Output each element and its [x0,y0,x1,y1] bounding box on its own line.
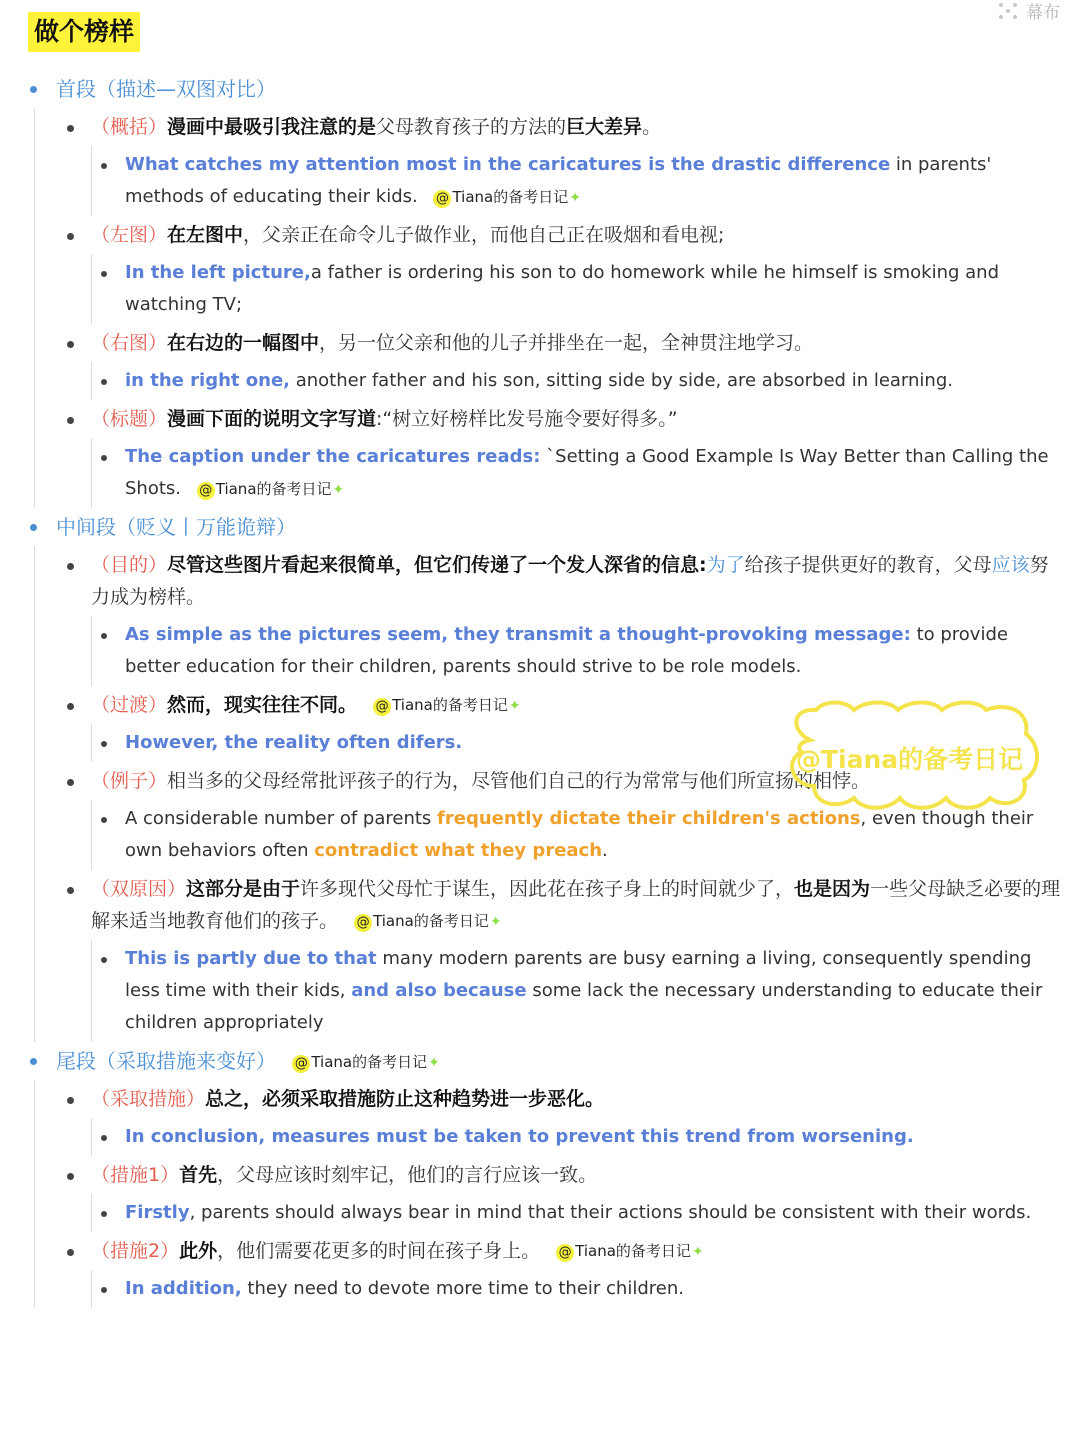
item-label: （采取措施） [91,1088,206,1110]
english-text: to provide better education for their children, parents should strive to be role models. [125,624,1008,677]
english-text: `Setting a Good Example Is Way Better than Calling the Shots. [125,446,1049,499]
outline-subitem[interactable] [91,146,1064,216]
item-label: （标题） [91,408,168,430]
item-text: 相当多的父母经常批评孩子的行为，尽管他们自己的行为常常与他们所宣扬的相悖。 [167,770,871,792]
item-text-bold: 漫画中最吸引我注意的是 [167,116,377,138]
bullet-icon [101,455,107,461]
item-text: 给孩子提供更好的教育，父母 [744,554,992,576]
bullet-icon [67,1097,74,1104]
bullet-icon [67,233,74,240]
item-text: ，他们需要花更多的时间在孩子身上。 [217,1240,541,1262]
bullet-icon [30,86,37,93]
english-text: , parents should always bear in mind that their actions should be consistent with their words. [189,1202,1032,1223]
outline-item[interactable] [35,870,1064,940]
english-text: a father is ordering his son to do homework while he himself is smoking and watching TV; [125,262,1000,315]
item-text-bold: 漫画下面的说明文字写道 [167,408,377,430]
outline-item[interactable] [35,400,1064,438]
english-text: in parents' methods of educating their kids. [125,154,992,207]
english-orange: contradict what they preach [314,840,603,861]
item-text-bold: 也是因为 [794,878,871,900]
item-text-bold: 巨大差异 [566,116,643,138]
bullet-icon [101,379,107,385]
item-text: :“树立好榜样比发号施令要好得多。” [376,408,678,430]
bullet-icon [101,1211,107,1217]
item-text-bold: 首先 [179,1164,218,1186]
sparkle-icon: ✦ [569,189,581,206]
bullet-icon [67,703,74,710]
item-text: 许多现代父母忙于谋生，因此花在孩子身上的时间就少了， [300,878,795,900]
english-highlight: The caption under the caricatures reads: [125,446,541,467]
item-label: （措施2） [91,1240,180,1262]
item-text: ，父母应该时刻牢记，他们的言行应该一致。 [217,1164,598,1186]
english-text: another father and his son, sitting side by side, are absorbed in learning. [290,370,953,391]
bullet-icon [101,163,107,169]
outline-item[interactable] [35,324,1064,362]
outline-subitem[interactable] [91,1270,1064,1308]
bullet-icon [67,341,74,348]
bullet-icon [101,1287,107,1293]
outline-subitem[interactable] [91,362,1064,400]
english-orange: frequently dictate their children's actions [437,808,861,829]
item-text-blue: 应该 [991,554,1030,576]
english-highlight: Firstly [125,1202,190,1223]
item-label: （右图） [91,332,168,354]
large-watermark: @Tiana的备考日记 [796,745,1024,774]
brand-logo [998,0,1060,23]
section-heading[interactable]: 尾段（采取措施来变好） @ Tiana的备考日记✦ [24,1042,1064,1080]
bullet-icon [67,887,74,894]
english-highlight: in the right one, [125,370,290,391]
outline-item[interactable] [35,546,1064,616]
outline-item[interactable] [35,1232,1064,1270]
bullet-icon [67,1249,74,1256]
item-text-bold: 总之，必须采取措施防止这种趋势进一步恶化。 [205,1088,605,1110]
item-text: 父母教育孩子的方法的 [376,116,567,138]
bullet-icon [67,563,74,570]
outline-item[interactable] [35,1156,1064,1194]
outline-section [24,70,1064,508]
item-label: （例子） [91,770,168,792]
sparkle-icon: ✦ [508,698,521,714]
item-text: ，父亲正在命令儿子做作业，而他自己正在吸烟和看电视; [243,224,725,246]
english-text: , even though their own behaviors often [125,808,1034,861]
outline-subitem[interactable] [91,438,1064,508]
bullet-icon [67,779,74,786]
english-highlight: What catches my attention most in the caricatures is the drastic difference [125,154,891,175]
sparkle-icon: ✦ [489,914,502,930]
outline-subitem[interactable] [91,254,1064,324]
english-highlight: As simple as the pictures seem, they transmit a thought-provoking message: [125,624,911,645]
item-text-bold: 然而，现实往往不同。 [167,694,358,716]
outline-section [24,1042,1064,1308]
english-text: . [602,840,608,861]
outline-document [24,70,1064,1308]
page-title: 做个榜样 [28,12,140,52]
english-highlight: In the left picture, [125,262,311,283]
outline-item[interactable] [35,108,1064,146]
item-text: 。 [642,116,662,138]
watermark: @ Tiana的备考日记✦ [354,911,502,932]
item-text-bold: 在右边的一幅图中 [167,332,320,354]
english-text: A considerable number of parents [125,808,438,829]
item-text-bold: 尽管这些图片看起来很简单，但它们传递了一个发人深省的信息: [167,554,707,576]
section-children [34,1080,1064,1308]
item-text-blue: 为了 [706,554,745,576]
outline-subitem[interactable] [91,616,1064,686]
watermark: @ Tiana的备考日记✦ [556,1241,704,1262]
english-highlight: This is partly due to that [125,948,377,969]
sparkle-icon: ✦ [428,1055,440,1071]
watermark: @ Tiana的备考日记✦ [433,187,581,208]
bullet-icon [101,817,107,823]
outline-subitem[interactable] [91,1118,1064,1156]
item-text: 一些父母缺乏必要的理解来适当地教育他们的孩子。 [91,878,1061,932]
item-label: （目的） [91,554,168,576]
outline-subitem[interactable] [91,940,1064,1042]
outline-item[interactable] [35,216,1064,254]
section-heading[interactable]: 中间段（贬义丨万能诡辩） [24,508,1064,546]
watermark: @ Tiana的备考日记✦ [292,1052,440,1073]
bullet-icon [67,1173,74,1180]
english-text: some lack the necessary understanding to educate their children appropriately [125,980,1043,1033]
mubu-logo-icon [998,2,1018,20]
item-label: （概括） [91,116,168,138]
item-label: （措施1） [91,1164,180,1186]
sparkle-icon: ✦ [691,1244,704,1260]
english-highlight: In conclusion, measures must be taken to prevent this trend from worsening. [125,1126,914,1147]
english-highlight: and also because [351,980,527,1001]
item-text-bold: 这部分是由于 [186,878,301,900]
item-text-bold: 在左图中 [167,224,244,246]
outline-subitem[interactable] [91,1194,1064,1232]
english-highlight: However, the reality often difers. [125,732,463,753]
watermark: @ Tiana的备考日记✦ [197,479,345,500]
english-text: many modern parents are busy earning a living, consequently spending less time with their kids, [125,948,1032,1001]
bullet-icon [67,125,74,132]
bullet-icon [101,957,107,963]
sparkle-icon: ✦ [332,481,345,498]
watermark: @ Tiana的备考日记✦ [373,695,521,716]
bullet-icon [101,1135,107,1141]
item-label: （过渡） [91,694,168,716]
item-label: （左图） [91,224,168,246]
bullet-icon [101,271,107,277]
item-text-bold: 此外 [179,1240,218,1262]
bullet-icon [101,633,107,639]
outline-item[interactable] [35,1080,1064,1118]
item-label: （双原因） [91,878,187,900]
item-text: 努力成为榜样。 [91,554,1049,608]
bullet-icon [101,741,107,747]
brand-name: 幕布 [1026,3,1060,23]
section-children [34,108,1064,508]
section-heading[interactable]: 首段（描述—双图对比） [24,70,1064,108]
bullet-icon [30,1058,37,1065]
english-text: they need to devote more time to their children. [241,1278,684,1299]
bullet-icon [67,417,74,424]
item-text: ，另一位父亲和他的儿子并排坐在一起，全神贯注地学习。 [319,332,814,354]
english-highlight: In addition, [125,1278,242,1299]
bullet-icon [30,524,37,531]
